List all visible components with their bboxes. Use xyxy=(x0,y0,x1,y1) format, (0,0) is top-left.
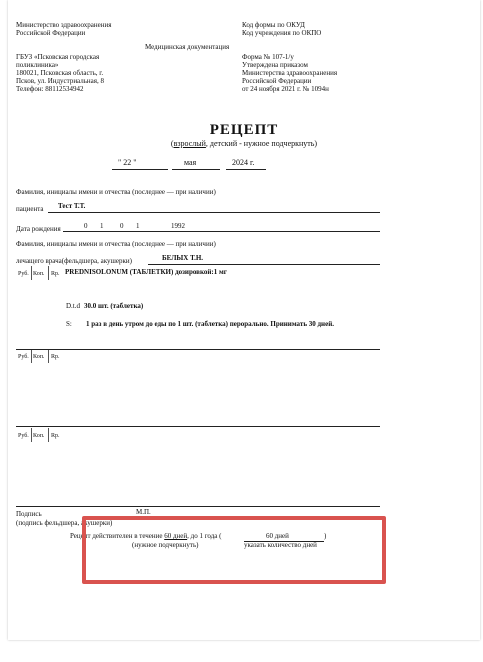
signa-value: 1 раз в день утром до еды по 1 шт. (таблетка) перорально. Принимать 30 дней. xyxy=(86,320,334,328)
med-doc-label: Медицинская документация xyxy=(145,43,230,51)
doctor-prefix: лечащего врача(фельдшера, акушерки) xyxy=(16,257,132,265)
order-ref: от 24 ноября 2021 г. № 1094н xyxy=(242,85,329,93)
rx3-rp: Rp. xyxy=(51,433,60,439)
patient-name: Тест Т.Т. xyxy=(58,202,86,210)
date-day-line xyxy=(112,169,168,170)
validity-60-days: 60 дней xyxy=(164,532,188,540)
rx2-kop: Коп. xyxy=(33,354,45,360)
patient-prefix: пациента xyxy=(16,205,44,213)
validity-days-count: 60 дней xyxy=(266,532,289,540)
rx3-rub: Руб. xyxy=(18,433,29,439)
federation-ref: Российской Федерации xyxy=(242,77,312,85)
ministry-line2: Российской Федерации xyxy=(16,29,86,37)
signature-label: Подпись xyxy=(16,510,42,518)
doctor-name: БЕЛЫХ Т.Н. xyxy=(162,254,204,262)
validity-prefix: Рецепт действителен в течение xyxy=(70,532,163,540)
dob-d1: 0 xyxy=(84,222,88,230)
dob-year: 1992 xyxy=(171,222,185,230)
rx3-divider2 xyxy=(48,428,49,442)
rx1-rp: Rp. xyxy=(51,271,60,277)
stamp-mark: М.П. xyxy=(136,508,151,516)
dtd-value: 30.0 шт. (таблетка) xyxy=(84,302,144,310)
date-month: мая xyxy=(184,158,197,167)
okud-label: Код формы по ОКУД xyxy=(242,21,305,29)
patient-name-label: Фамилия, инициалы имени и отчества (последнее — при наличии) xyxy=(16,188,216,196)
rx2-rub: Руб. xyxy=(18,354,29,360)
date-year: 2024 г. xyxy=(232,158,255,167)
prescription-sheet xyxy=(8,0,480,640)
dtd-label: D.t.d xyxy=(66,302,80,310)
rx1-rub: Руб. xyxy=(18,271,29,277)
dob-m1: 0 xyxy=(120,222,124,230)
subtitle-adult: взрослый xyxy=(173,139,206,148)
address-line1: 180021, Псковская область, г. xyxy=(16,69,104,77)
rx1-kop: Коп. xyxy=(33,271,45,277)
rx2-divider1 xyxy=(31,350,32,363)
rx2-rp: Rp. xyxy=(51,354,60,360)
subtitle-rest: , детский - нужное подчеркнуть) xyxy=(205,139,318,148)
clinic-line2: поликлиника» xyxy=(16,61,59,69)
validity-sep: , до 1 года ( xyxy=(187,532,222,540)
document-title: РЕЦЕПТ xyxy=(209,122,279,138)
doctor-name-label: Фамилия, инициалы имени и отчества (последнее — при наличии) xyxy=(16,240,216,248)
clinic-line1: ГБУЗ «Псковская городская xyxy=(16,53,100,61)
document-subtitle xyxy=(8,139,480,148)
rx1-divider1 xyxy=(31,266,32,280)
rx3-divider1 xyxy=(31,428,32,442)
validity-close: ) xyxy=(324,532,327,540)
doctor-name-line xyxy=(148,264,380,265)
rx1-divider2 xyxy=(48,266,49,280)
validity-highlight-frame xyxy=(82,516,386,584)
signa-label: S: xyxy=(66,320,72,328)
dob-d2: 1 xyxy=(100,222,104,230)
approved-by: Утверждена приказом xyxy=(242,61,308,69)
address-line2: Псков, ул. Индустриальная, 8 xyxy=(16,77,104,85)
okpo-label: Код учреждения по ОКПО xyxy=(242,29,322,37)
drug-name: PREDNISOLONUM (ТАБЛЕТКИ) дозировкой:1 мг xyxy=(65,268,227,276)
date-month-line xyxy=(172,169,220,170)
date-year-line xyxy=(226,169,266,170)
form-number: Форма № 107-1/у xyxy=(242,53,294,61)
phone-line: Телефон: 88112534942 xyxy=(16,85,84,93)
ministry-line1: Министерство здравоохранения xyxy=(16,21,112,29)
rx3-bottom-line xyxy=(16,506,380,507)
dob-label: Дата рождения xyxy=(16,225,61,233)
signature-sublabel: (подпись фельдшера, акушерки) xyxy=(16,519,113,527)
rx1-bottom-line xyxy=(16,349,380,350)
dob-line xyxy=(63,231,380,232)
patient-name-line xyxy=(48,212,380,213)
date-day: " 22 " xyxy=(118,158,137,167)
validity-note-days: указать количество дней xyxy=(244,541,317,549)
rx2-bottom-line xyxy=(16,426,380,427)
rx3-kop: Коп. xyxy=(33,433,45,439)
rx2-divider2 xyxy=(48,350,49,363)
ministry-ref: Министерства здравоохранения xyxy=(242,69,338,77)
validity-note-underline: (нужное подчеркнуть) xyxy=(132,541,199,549)
dob-m2: 1 xyxy=(136,222,140,230)
subtitle-open: ( xyxy=(170,139,174,148)
